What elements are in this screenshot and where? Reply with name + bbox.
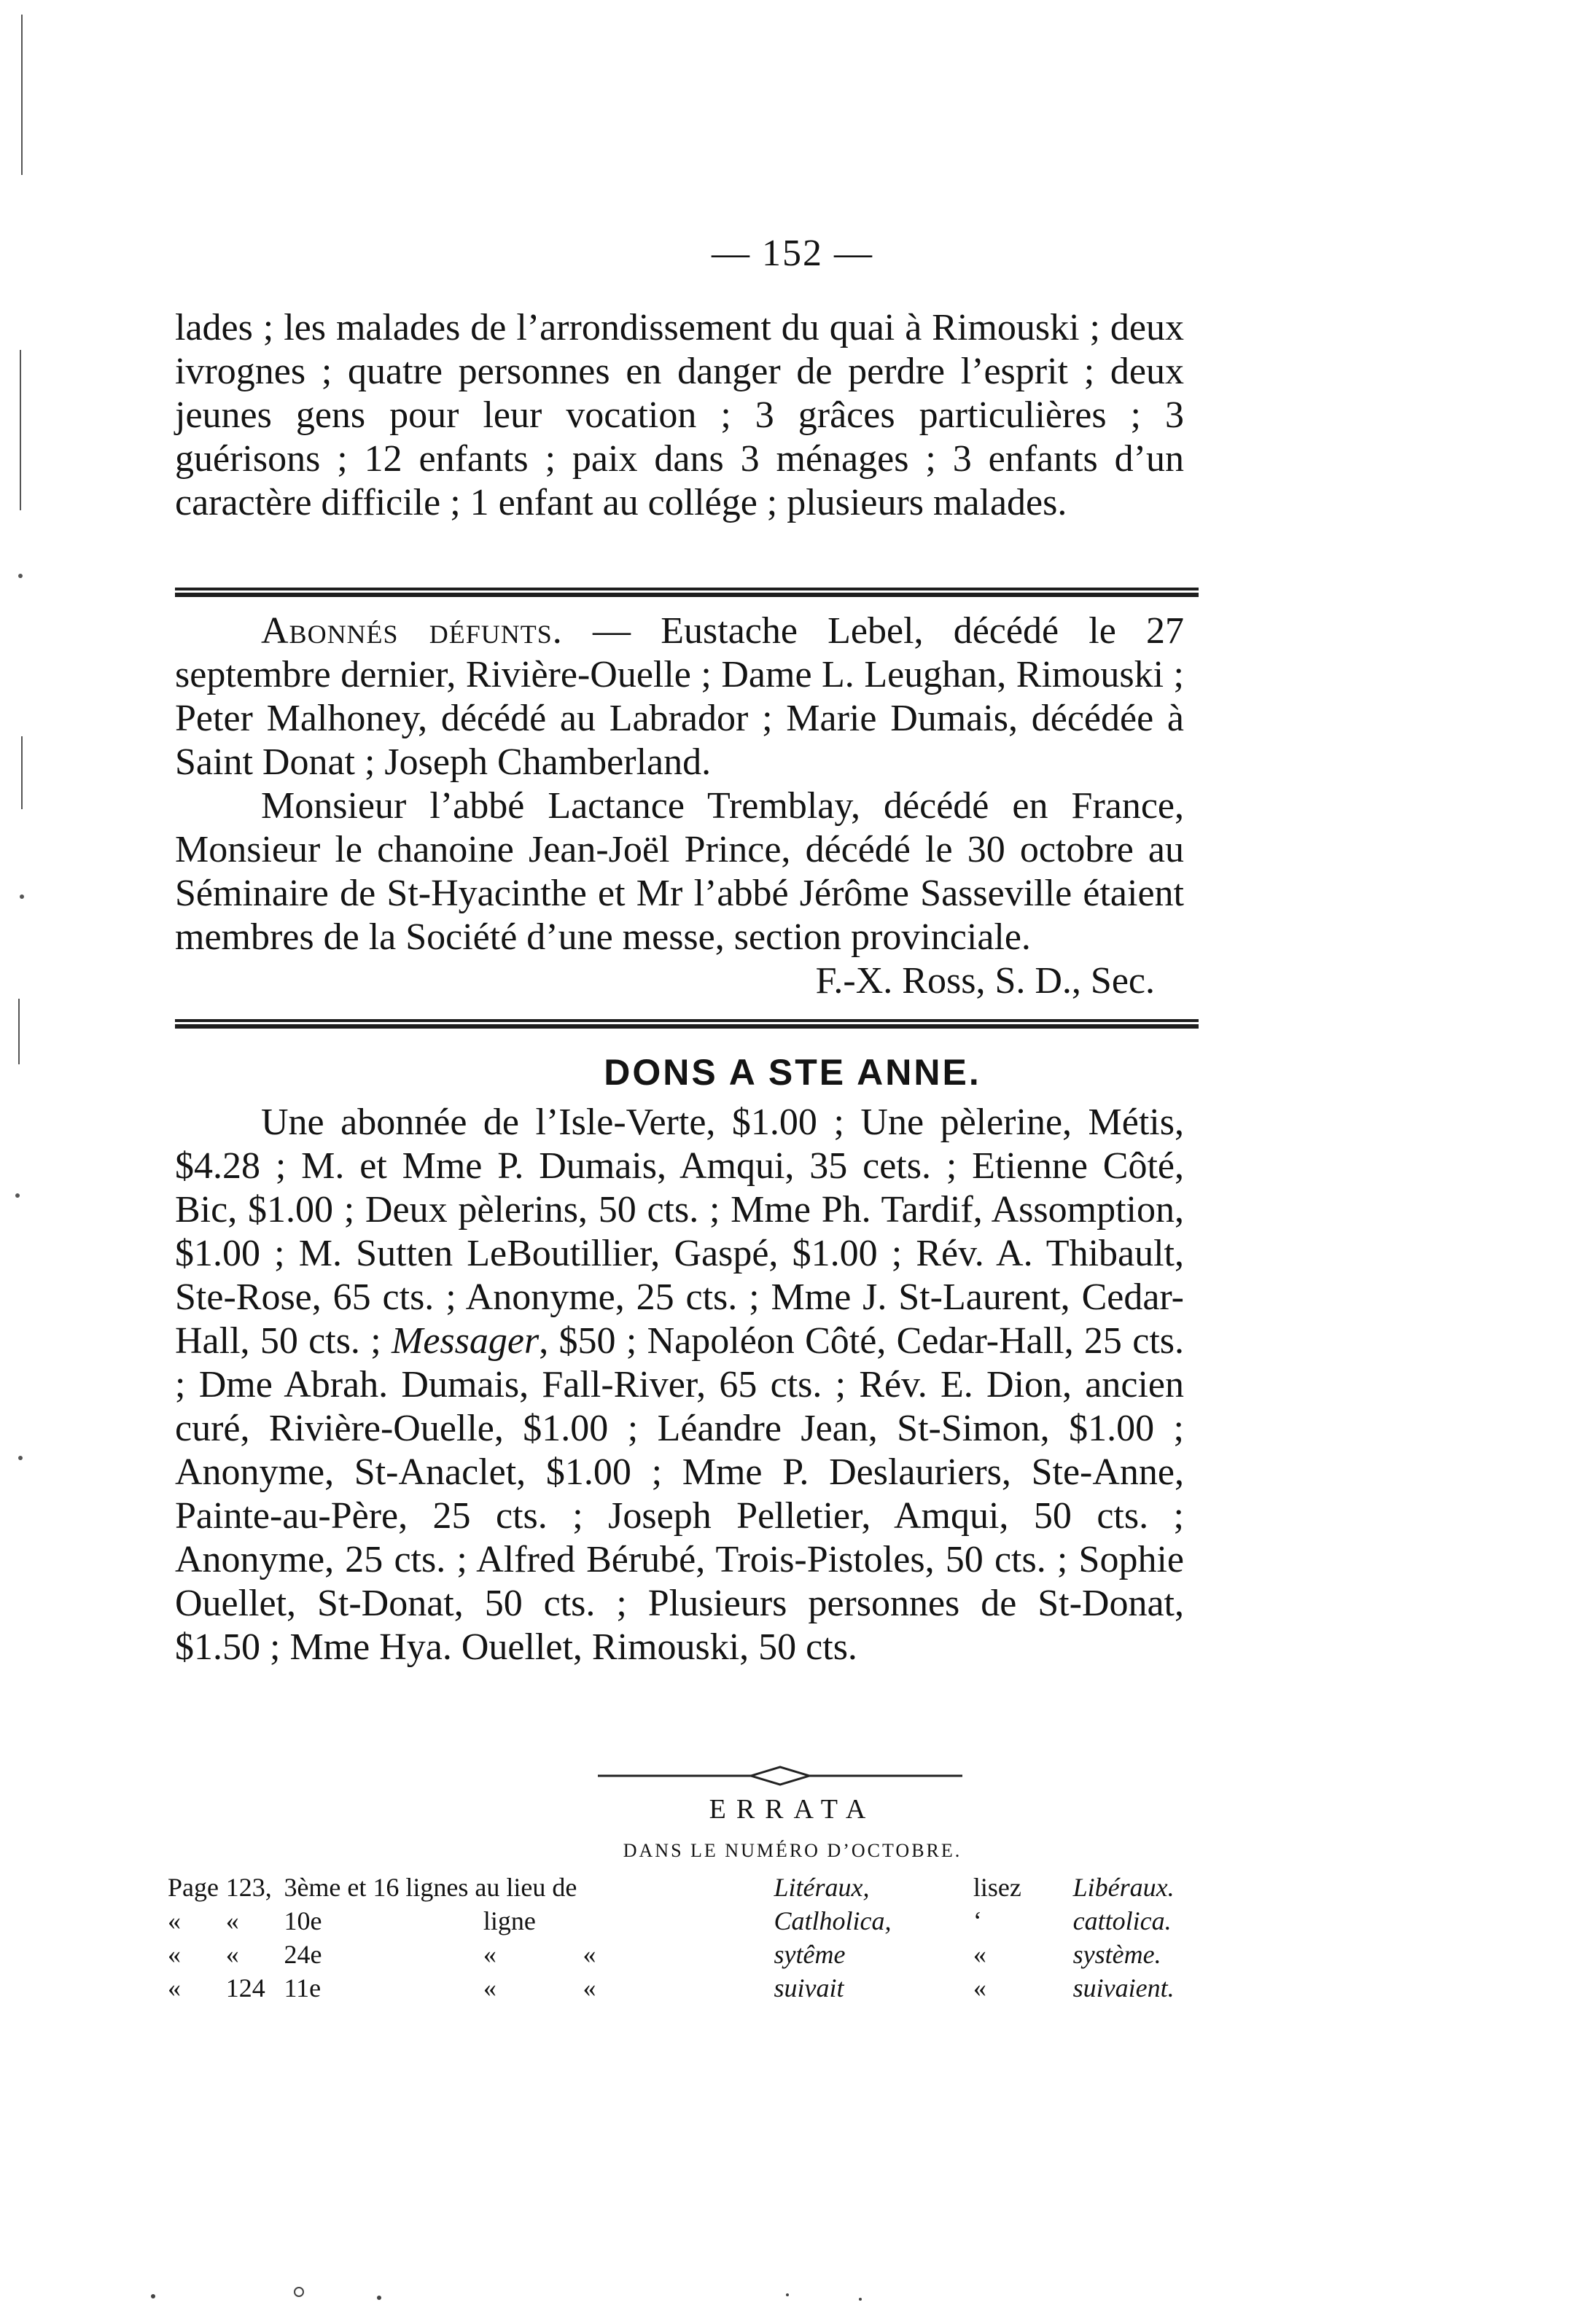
dons-paragraph [175, 1101, 1184, 1669]
abonnes-paragraph [175, 609, 1184, 784]
errata-row [168, 1973, 1188, 2006]
errata-cell: Libéraux. [1072, 1873, 1175, 1902]
ornament-flourish [591, 1763, 970, 1787]
errata-cell: Page [168, 1873, 219, 1902]
dons-block [175, 1101, 1184, 1669]
errata-cell: « [973, 1940, 986, 1969]
section-divider [175, 588, 1199, 599]
errata-cell: ‘ [973, 1906, 982, 1935]
dons-text-b: , $50 ; Napoléon Côté, Cedar-Hall, 25 cts. ; Dme Abrah. Dumais, Fall-River, 65 cts. ; Rév. E. Dion, ancien curé, Rivière-Ouelle, $1.00 ; Léandre Jean, St-Simon, $1.00 ; Anonyme, St-Anaclet, $1.00 ; Mme P. Deslauriers, Ste-Anne, Painte-au-Père, 25 cts. ; Joseph Pelletier, Amqui, 50 cts. ; Anonyme, 25 cts. ; Alfred Bérubé, Trois-Pistoles, 50 cts. ; Sophie Ouellet, St-Donat, 50 cts. ; Plusieurs personnes de St-Donat, $1.50 ; Mme Hya. Ouellet, Rimouski, 50 cts. [175, 1320, 1185, 1668]
errata-table [168, 1872, 1188, 2006]
errata-cell: Catlholica, [774, 1906, 892, 1935]
errata-cell: 124 [225, 1973, 265, 2003]
errata-row [168, 1872, 1188, 1906]
abonnes-text: — Eustache Lebel, décédé le 27 septembre dernier, Rivière-Ouelle ; Dame L. Leughan, Rimouski ; Peter Malhoney, décédé au Labrador ; Marie Dumais, décédée à Saint Donat ; Joseph Chamberland. [175, 610, 1185, 783]
intro-paragraph: lades ; les malades de l’arrondissement du quai à Rimouski ; deux ivrognes ; quatre personnes en danger de perdre l’esprit ; deux jeunes gens pour leur vocation ; 3 grâces particulières ; 3 guérisons ; 12 enfants ; paix dans 3 ménages ; 3 enfants d’un caractère difficile ; 1 enfant au collége ; plusieurs malades. [175, 307, 1184, 523]
abonnes-heading: Abonnés défunts. [261, 610, 563, 652]
errata-cell: « [225, 1940, 239, 1969]
errata-cell: 24e [284, 1940, 322, 1969]
errata-cell: « [168, 1973, 181, 2003]
bottom-margin-specks [131, 2282, 933, 2311]
errata-cell: cattolica. [1072, 1906, 1172, 1935]
errata-subtitle: DANS LE NUMÉRO D’OCTOBRE. [623, 1840, 962, 1861]
errata-cell: 11e [284, 1973, 322, 2003]
abonnes-defunts-block [175, 609, 1184, 1003]
errata-cell: lisez [973, 1873, 1021, 1902]
abonnes-paragraph-2: Monsieur l’abbé Lactance Tremblay, décédé en France, Monsieur le chanoine Jean-Joël Prince, décédé le 30 octobre au Séminaire de St-Hyacinthe et Mr l’abbé Jérôme Sasseville étaient membres de la Société d’une messe, section provinciale. [175, 785, 1184, 958]
errata-cell: « [583, 1973, 596, 2003]
errata-cell [583, 1906, 774, 1939]
errata-cell: « [168, 1906, 181, 1935]
signature: F.-X. Ross, S. D., Sec. [815, 960, 1155, 1002]
errata-cell: « [225, 1906, 239, 1935]
dons-italic: Messager [392, 1320, 540, 1362]
errata-cell: 123, [225, 1873, 272, 1902]
errata-cell: suivait [774, 1973, 844, 2003]
errata-title: ERRATA [709, 1794, 876, 1825]
errata-cell: « [483, 1940, 496, 1969]
errata-cell: 10e [284, 1906, 322, 1935]
errata-row [168, 1906, 1188, 1939]
errata-cell: Litéraux, [774, 1873, 870, 1902]
errata-cell: sytême [774, 1940, 846, 1969]
page-number: — 152 — [712, 233, 873, 274]
dons-heading: DONS A STE ANNE. [604, 1052, 981, 1093]
section-divider [175, 1019, 1199, 1031]
dons-text-a: Une abonnée de l’Isle-Verte, $1.00 ; Une pèlerine, Métis, $4.28 ; M. et Mme P. Dumais, Amqui, 35 cets. ; Etienne Côté, Bic, $1.00 ; Deux pèlerins, 50 cts. ; Mme Ph. Tardif, Assomption, $1.00 ; M. Sutten LeBoutillier, Gaspé, $1.00 ; Rév. A. Thibault, Ste-Rose, 65 cts. ; Anonyme, 25 cts. ; Mme J. St-Laurent, Cedar-Hall, 50 cts. ; [175, 1101, 1184, 1362]
errata-cell: système. [1072, 1940, 1161, 1969]
errata-cell: « [483, 1973, 496, 2003]
errata-cell: ligne [483, 1906, 536, 1935]
signature-row [175, 959, 1184, 1003]
errata-cell: suivaient. [1072, 1973, 1175, 2003]
left-margin-specks [0, 0, 51, 2324]
errata-cell: 3ème et 16 lignes au lieu de [284, 1873, 577, 1902]
errata-cell: « [973, 1973, 986, 2003]
errata-cell: « [583, 1940, 596, 1969]
intro-block [175, 306, 1184, 525]
errata-row [168, 1939, 1188, 1973]
errata-cell: « [168, 1940, 181, 1969]
